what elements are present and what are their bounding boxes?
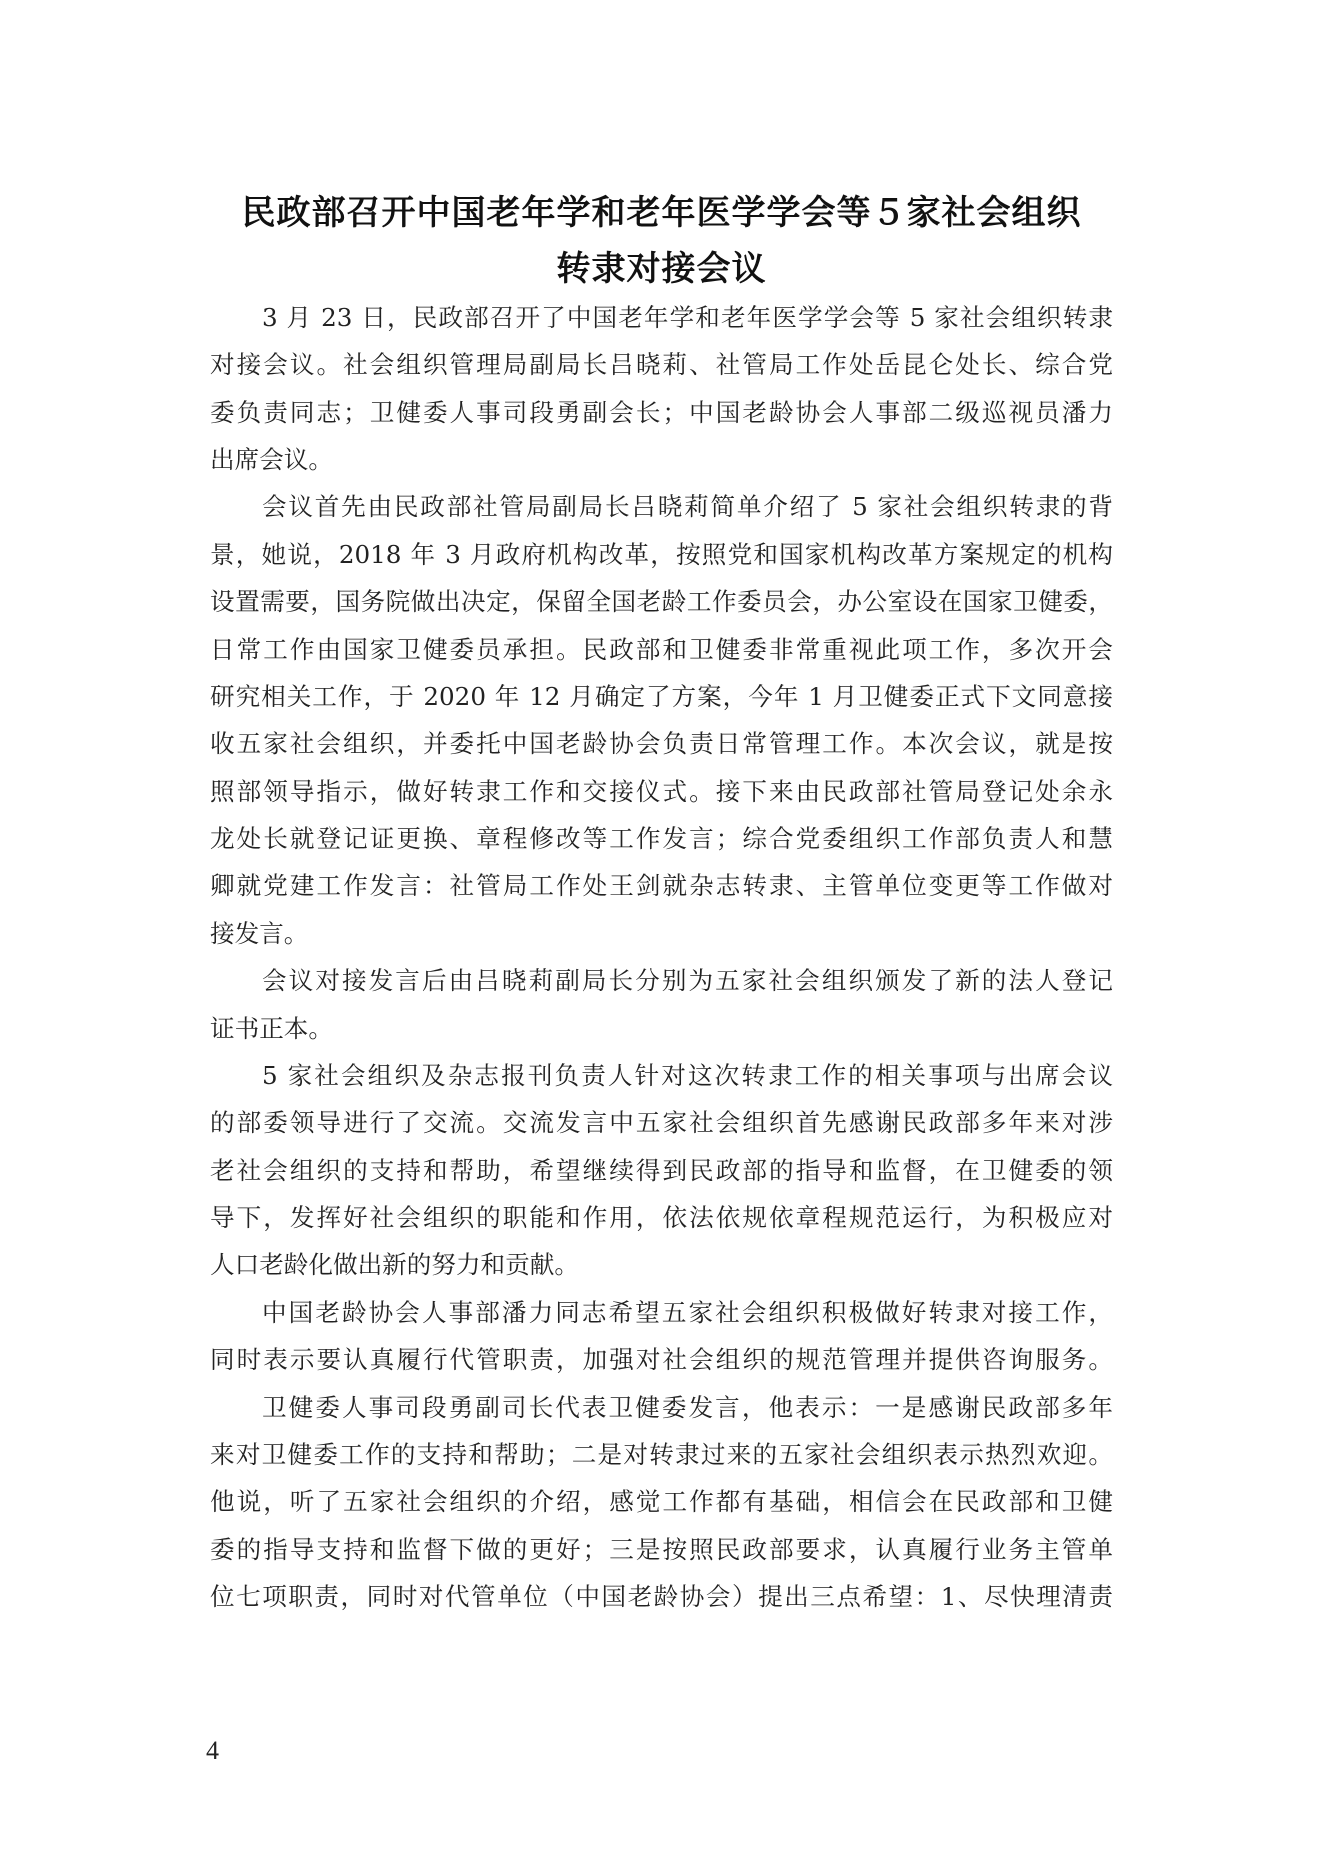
- body-text-line: 研究相关工作，于 2020 年 12 月确定了方案，今年 1 月卫健委正式下文同意接: [210, 681, 1113, 711]
- body-text-line: 对接会议。社会组织管理局副局长吕晓莉、社管局工作处岳昆仑处长、综合党: [210, 350, 1113, 380]
- body-text-line: 同时表示要认真履行代管职责，加强对社会组织的规范管理并提供咨询服务。: [210, 1345, 1113, 1375]
- body-text-line: 5 家社会组织及杂志报刊负责人针对这次转隶工作的相关事项与出席会议: [262, 1060, 1113, 1090]
- body-text-line: 设置需要，国务院做出决定，保留全国老龄工作委员会，办公室设在国家卫健委，: [210, 587, 1113, 617]
- body-text-line: 导下，发挥好社会组织的职能和作用，依法依规依章程规范运行，为积极应对: [210, 1203, 1113, 1233]
- page-number: 4: [206, 1736, 219, 1765]
- body-text-line: 委负责同志；卫健委人事司段勇副会长；中国老龄协会人事部二级巡视员潘力: [210, 397, 1113, 427]
- body-text-line: 日常工作由国家卫健委员承担。民政部和卫健委非常重视此项工作，多次开会: [210, 634, 1113, 664]
- body-text-line: 老社会组织的支持和帮助，希望继续得到民政部的指导和监督，在卫健委的领: [210, 1155, 1113, 1185]
- body-text-line: 的部委领导进行了交流。交流发言中五家社会组织首先感谢民政部多年来对涉: [210, 1108, 1113, 1138]
- body-text-line: 中国老龄协会人事部潘力同志希望五家社会组织积极做好转隶对接工作，: [262, 1297, 1113, 1327]
- body-text-line: 龙处长就登记证更换、章程修改等工作发言；综合党委组织工作部负责人和慧: [210, 824, 1113, 854]
- body-text-line: 会议对接发言后由吕晓莉副局长分别为五家社会组织颁发了新的法人登记: [262, 966, 1113, 996]
- document-title-line-1: 民政部召开中国老年学和老年医学学会等５家社会组织: [241, 193, 1082, 233]
- body-text-line: 会议首先由民政部社管局副局长吕晓莉简单介绍了 5 家社会组织转隶的背: [262, 492, 1113, 522]
- body-text-line: 出席会议。: [210, 445, 333, 475]
- body-text-line: 位七项职责，同时对代管单位（中国老龄协会）提出三点希望：1、尽快理清责: [210, 1581, 1113, 1611]
- body-text-line: 证书正本。: [210, 1013, 333, 1043]
- body-text-line: 人口老龄化做出新的努力和贡献。: [210, 1250, 579, 1280]
- body-text-line: 照部领导指示，做好转隶工作和交接仪式。接下来由民政部社管局登记处余永: [210, 776, 1113, 806]
- body-text-line: 来对卫健委工作的支持和帮助；二是对转隶过来的五家社会组织表示热烈欢迎。: [210, 1439, 1113, 1469]
- document-title-line-2: 转隶对接会议: [556, 249, 767, 289]
- body-text-line: 卫健委人事司段勇副司长代表卫健委发言，他表示：一是感谢民政部多年: [262, 1392, 1113, 1422]
- body-text-line: 他说，听了五家社会组织的介绍，感觉工作都有基础，相信会在民政部和卫健: [210, 1487, 1113, 1517]
- body-text-line: 景，她说，2018 年 3 月政府机构改革，按照党和国家机构改革方案规定的机构: [210, 539, 1113, 569]
- body-text-line: 收五家社会组织，并委托中国老龄协会负责日常管理工作。本次会议，就是按: [210, 729, 1113, 759]
- body-text-line: 接发言。: [210, 918, 309, 948]
- body-text-line: 3 月 23 日，民政部召开了中国老年学和老年医学学会等 5 家社会组织转隶: [262, 303, 1113, 332]
- body-text-line: 卿就党建工作发言：社管局工作处王剑就杂志转隶、主管单位变更等工作做对: [210, 871, 1113, 901]
- body-text-line: 委的指导支持和监督下做的更好；三是按照民政部要求，认真履行业务主管单: [210, 1534, 1113, 1564]
